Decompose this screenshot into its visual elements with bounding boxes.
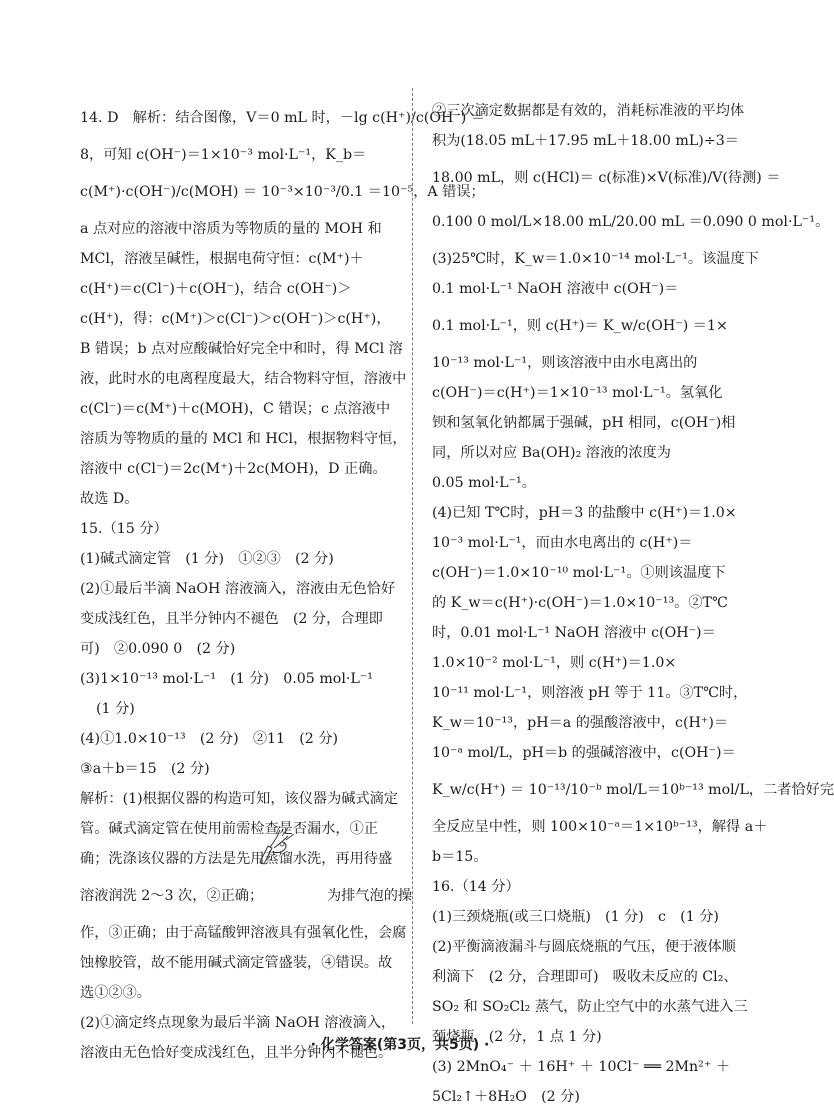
question-number: 16.（14 分） (432, 879, 520, 895)
text-line: 的 K_w＝c(H⁺)·c(OH⁻)＝1.0×10⁻¹³。②T℃ (432, 595, 728, 611)
text-line: 解析：(1)根据仪器的构造可知，该仪器为碱式滴定 (80, 791, 399, 807)
text-line: 管。碱式滴定管在使用前需检查是否漏水，①正 (80, 821, 378, 837)
text-line: 钡和氢氧化钠都属于强碱，pH 相同，c(OH⁻)相 (432, 415, 736, 431)
text-line: (3)1×10⁻¹³ mol·L⁻¹ (1 分) 0.05 mol·L⁻¹ (80, 671, 373, 687)
text-line: 选①②③。 (80, 985, 151, 1001)
text-line: (4)已知 T℃时，pH＝3 的盐酸中 c(H⁺)＝1.0× (432, 505, 737, 521)
text-line: 溶液由无色恰好变成浅红色，且半分钟内不褪色。 (80, 1045, 393, 1061)
text-line: 14. D 解析：结合图像，V＝0 mL 时，－lg c(H⁺)/c(OH⁻) ＝ (80, 110, 486, 126)
text-line: 10⁻¹³ mol·L⁻¹，则该溶液中由水电离出的 (432, 355, 698, 371)
page-footer: · 化学答案(第3页，共5页) · (310, 1037, 490, 1053)
text-line: c(H⁺)，得：c(M⁺)＞c(Cl⁻)＞c(OH⁻)＞c(H⁺)， (80, 311, 391, 327)
text-line: 8，可知 c(OH⁻)＝1×10⁻³ mol·L⁻¹，K_b＝ (80, 147, 367, 163)
text-line: 故选 D。 (80, 491, 139, 507)
text-line: ③a＋b＝15 (2 分) (80, 761, 210, 777)
text-line: c(H⁺)＝c(Cl⁻)＋c(OH⁻)，结合 c(OH⁻)＞ (80, 281, 352, 297)
burette-bubble-removal-sketch (254, 822, 298, 866)
text-line: 溶液润洗 2～3 次，②正确； 为排气泡的操 (80, 888, 413, 904)
question-number: 15.（15 分） (80, 521, 168, 537)
text-line: c(OH⁻)＝c(H⁺)＝1×10⁻¹³ mol·L⁻¹。氢氧化 (432, 385, 723, 401)
text-line: SO₂ 和 SO₂Cl₂ 蒸气，防止空气中的水蒸气进入三 (432, 999, 748, 1015)
text-line: K_w/c(H⁺) ＝ 10⁻¹³/10⁻ᵇ mol/L＝10ᵇ⁻¹³ mol/L，二者恰好完 (432, 782, 834, 798)
text-line: B 错误；b 点对应酸碱恰好完全中和时，得 MCl 溶 (80, 341, 403, 357)
text-line: c(OH⁻)＝1.0×10⁻¹⁰ mol·L⁻¹。①则该温度下 (432, 565, 726, 581)
text-line: (2)平衡滴液漏斗与圆底烧瓶的气压，便于液体顺 (432, 939, 736, 955)
text-line: (3)25℃时，K_w＝1.0×10⁻¹⁴ mol·L⁻¹。该温度下 (432, 251, 759, 267)
text-line: 0.100 0 mol/L×18.00 mL/20.00 mL ＝0.090 0 mol·L⁻¹。 (432, 214, 830, 230)
text-line: 全反应呈中性，则 100×10⁻ᵃ＝1×10ᵇ⁻¹³，解得 a＋ (432, 819, 768, 835)
text-line: 溶质为等物质的量的 MCl 和 HCl，根据物料守恒， (80, 431, 407, 447)
right-column (432, 96, 834, 1112)
text-line: 0.1 mol·L⁻¹，则 c(H⁺)＝ K_w/c(OH⁻) ＝1× (432, 318, 728, 334)
text-line: (1)三颈烧瓶(或三口烧瓶) (1 分) c (1 分) (432, 909, 719, 925)
text-line: 液，此时水的电离程度最大，结合物料守恒，溶液中 (80, 371, 407, 387)
text-line: 10⁻¹¹ mol·L⁻¹，则溶液 pH 等于 11。③T℃时， (432, 685, 748, 701)
text-line: (1)碱式滴定管 (1 分) ①②③ (2 分) (80, 551, 334, 567)
text-line: 同，所以对应 Ba(OH)₂ 溶液的浓度为 (432, 445, 671, 461)
text-line: 1.0×10⁻² mol·L⁻¹，则 c(H⁺)＝1.0× (432, 655, 677, 671)
text-line: ②三次滴定数据都是有效的，消耗标准液的平均体 (432, 103, 745, 119)
text-line: (2)①最后半滴 NaOH 溶液滴入，溶液由无色恰好 (80, 581, 396, 597)
text-line: (2)①滴定终点现象为最后半滴 NaOH 溶液滴入， (80, 1015, 396, 1031)
text-line: 作，③正确；由于高锰酸钾溶液具有强氧化性，会腐 (80, 925, 407, 941)
text-line: 颈烧瓶 (2 分，1 点 1 分) (432, 1029, 602, 1045)
text-line: (4)①1.0×10⁻¹³ (2 分) ②11 (2 分) (80, 731, 339, 747)
text-line: 0.05 mol·L⁻¹。 (432, 475, 536, 491)
text-line: c(M⁺)·c(OH⁻)/c(MOH) ＝ 10⁻³×10⁻³/0.1 ＝10⁻⁵，A 错误； (80, 184, 485, 200)
text-line: 5Cl₂↑＋8H₂O (2 分) (432, 1089, 580, 1105)
text-line: 确；洗涤该仪器的方法是先用蒸馏水洗，再用待盛 (80, 851, 393, 867)
text-line: (1 分) (96, 701, 135, 717)
text-line: 利滴下 (2 分，合理即可) 吸收未反应的 Cl₂、 (432, 969, 738, 985)
text-line: c(Cl⁻)＝c(M⁺)＋c(MOH)，C 错误；c 点溶液中 (80, 401, 391, 417)
text-line: b＝15。 (432, 849, 488, 865)
text-line: 10⁻ᵃ mol/L，pH＝b 的强碱溶液中，c(OH⁻)＝ (432, 745, 736, 761)
text-line: 10⁻³ mol·L⁻¹，而由水电离出的 c(H⁺)＝ (432, 535, 693, 551)
text-line: MCl，溶液呈碱性，根据电荷守恒：c(M⁺)＋ (80, 251, 364, 267)
text-line: 溶液中 c(Cl⁻)＝2c(M⁺)＋2c(MOH)，D 正确。 (80, 461, 387, 477)
text-line: 可) ②0.090 0 (2 分) (80, 641, 236, 657)
text-line: (3) 2MnO₄⁻ ＋ 16H⁺ ＋ 10Cl⁻ ══ 2Mn²⁺ ＋ (432, 1059, 731, 1075)
text-line: 蚀橡胶管，故不能用碱式滴定管盛装，④错误。故 (80, 955, 393, 971)
text-line: 0.1 mol·L⁻¹ NaOH 溶液中 c(OH⁻)＝ (432, 281, 679, 297)
column-divider (412, 88, 413, 1024)
text-line: 变成浅红色，且半分钟内不褪色 (2 分，合理即 (80, 611, 383, 627)
text-line: K_w＝10⁻¹³，pH＝a 的强酸溶液中，c(H⁺)＝ (432, 715, 729, 731)
text-line: 积为(18.05 mL＋17.95 mL＋18.00 mL)÷3＝ (432, 133, 739, 149)
text-line: 18.00 mL，则 c(HCl)＝ c(标准)×V(标准)/V(待测) ＝ (432, 170, 781, 186)
text-line: 时，0.01 mol·L⁻¹ NaOH 溶液中 c(OH⁻)＝ (432, 625, 716, 641)
text-line: a 点对应的溶液中溶质为等物质的量的 MOH 和 (80, 221, 382, 237)
